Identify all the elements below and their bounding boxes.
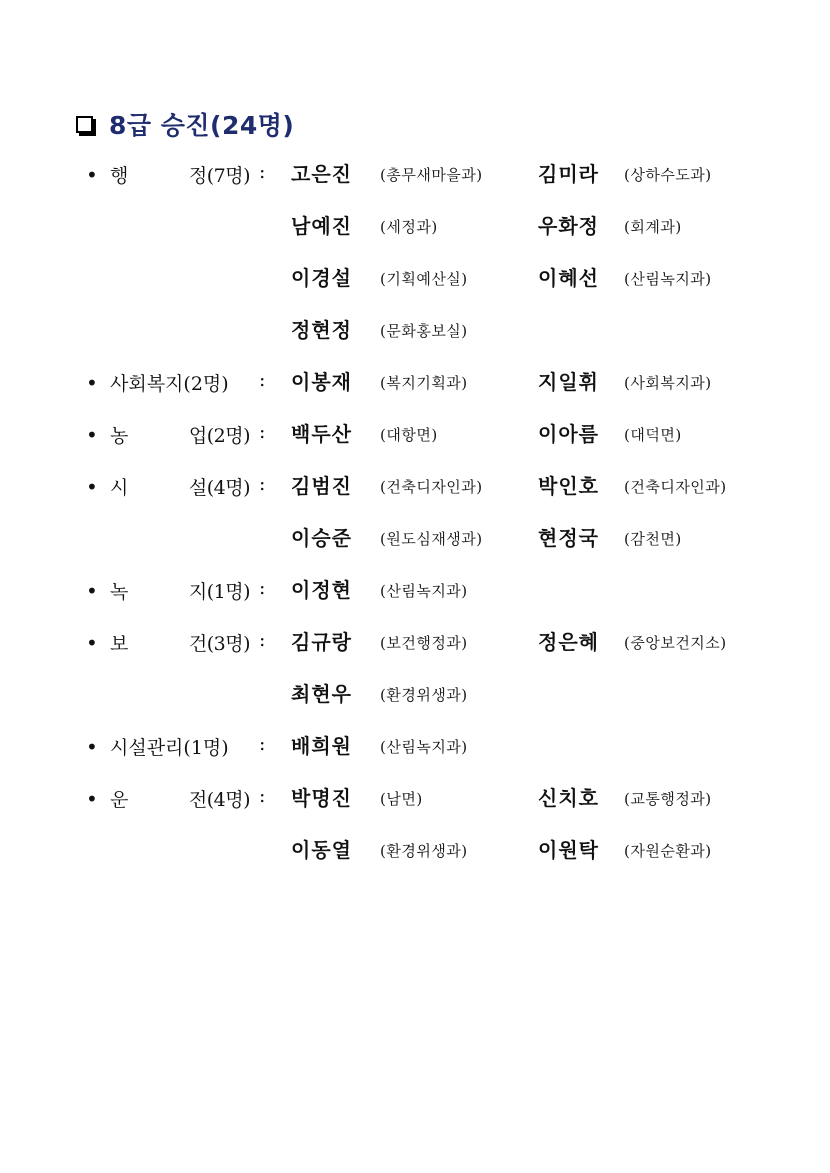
department-label: (회계과): [624, 218, 682, 236]
list-row: [0, 210, 830, 250]
checkbox-square-icon: [76, 116, 93, 133]
list-row: [0, 418, 830, 458]
department-label: (교통행정과): [624, 790, 712, 808]
category-label: [110, 421, 250, 448]
person-name: 이경설: [291, 266, 352, 290]
category-head: 행: [110, 165, 129, 187]
colon-separator: :: [259, 733, 266, 755]
person-name: 정은혜: [538, 630, 599, 654]
category-label: [110, 161, 250, 188]
person-name: 우화정: [538, 214, 599, 238]
department-label: (산림녹지과): [624, 270, 712, 288]
bullet-icon: •: [86, 735, 98, 759]
department-label: (환경위생과): [380, 842, 468, 860]
person-name: 이동열: [291, 838, 352, 862]
category-label: [110, 785, 250, 812]
person-name: 지일휘: [538, 370, 599, 394]
bullet-icon: •: [86, 579, 98, 603]
person-name: 현정국: [538, 526, 599, 550]
department-label: (상하수도과): [624, 166, 712, 184]
person-name: 박명진: [291, 786, 352, 810]
category-tail: 지(1명): [188, 581, 250, 603]
department-label: (원도심재생과): [380, 530, 483, 548]
department-label: (남면): [380, 790, 423, 808]
colon-separator: :: [259, 421, 266, 443]
person-name: 배희원: [291, 734, 352, 758]
person-name: 백두산: [291, 422, 352, 446]
category-label: [110, 733, 250, 760]
bullet-icon: •: [86, 371, 98, 395]
category-label: [110, 577, 250, 604]
bullet-icon: •: [86, 787, 98, 811]
department-label: (감천면): [624, 530, 682, 548]
category-head: 시: [110, 477, 129, 499]
person-name: 이혜선: [538, 266, 599, 290]
person-name: 이봉재: [291, 370, 352, 394]
category-head: 녹: [110, 581, 129, 603]
person-name: 이원탁: [538, 838, 599, 862]
colon-separator: :: [259, 161, 266, 183]
category-head: 운: [110, 789, 129, 811]
department-label: (총무새마을과): [380, 166, 483, 184]
category-head: 사회복지(2명): [110, 373, 229, 395]
colon-separator: :: [259, 577, 266, 599]
colon-separator: :: [259, 369, 266, 391]
category-tail: 정(7명): [188, 165, 250, 187]
list-row: [0, 574, 830, 614]
department-label: (세정과): [380, 218, 438, 236]
department-label: (건축디자인과): [624, 478, 727, 496]
department-label: (산림녹지과): [380, 738, 468, 756]
department-label: (자원순환과): [624, 842, 712, 860]
category-tail: 건(3명): [188, 633, 250, 655]
person-name: 정현정: [291, 318, 352, 342]
list-row: [0, 314, 830, 354]
category-tail: 업(2명): [188, 425, 250, 447]
person-name: 김범진: [291, 474, 352, 498]
list-row: [0, 366, 830, 406]
person-name: 남예진: [291, 214, 352, 238]
category-head: 시설관리(1명): [110, 737, 229, 759]
list-row: [0, 522, 830, 562]
department-label: (사회복지과): [624, 374, 712, 392]
department-label: (중앙보건지소): [624, 634, 727, 652]
colon-separator: :: [259, 785, 266, 807]
person-name: 김규랑: [291, 630, 352, 654]
person-name: 박인호: [538, 474, 599, 498]
list-row: [0, 470, 830, 510]
list-row: [0, 158, 830, 198]
department-label: (대덕면): [624, 426, 682, 444]
category-tail: 전(4명): [188, 789, 250, 811]
person-name: 이승준: [291, 526, 352, 550]
department-label: (대항면): [380, 426, 438, 444]
person-name: 고은진: [291, 162, 352, 186]
list-row: [0, 782, 830, 822]
category-label: [110, 369, 250, 396]
department-label: (기획예산실): [380, 270, 468, 288]
bullet-icon: •: [86, 631, 98, 655]
category-tail: 설(4명): [188, 477, 250, 499]
department-label: (문화홍보실): [380, 322, 468, 340]
colon-separator: :: [259, 473, 266, 495]
list-row: [0, 262, 830, 302]
list-row: [0, 626, 830, 666]
list-row: [0, 834, 830, 874]
person-name: 김미라: [538, 162, 599, 186]
person-name: 이정현: [291, 578, 352, 602]
department-label: (건축디자인과): [380, 478, 483, 496]
heading-title: 8급 승진(24명): [109, 111, 295, 140]
person-name: 신치호: [538, 786, 599, 810]
category-head: 농: [110, 425, 129, 447]
department-label: (환경위생과): [380, 686, 468, 704]
department-label: (보건행정과): [380, 634, 468, 652]
section-heading: [76, 106, 294, 142]
bullet-icon: •: [86, 423, 98, 447]
list-row: [0, 678, 830, 718]
category-label: [110, 629, 250, 656]
department-label: (복지기획과): [380, 374, 468, 392]
bullet-icon: •: [86, 163, 98, 187]
department-label: (산림녹지과): [380, 582, 468, 600]
category-head: 보: [110, 633, 129, 655]
person-name: 최현우: [291, 682, 352, 706]
category-label: [110, 473, 250, 500]
list-row: [0, 730, 830, 770]
colon-separator: :: [259, 629, 266, 651]
person-name: 이아름: [538, 422, 599, 446]
bullet-icon: •: [86, 475, 98, 499]
